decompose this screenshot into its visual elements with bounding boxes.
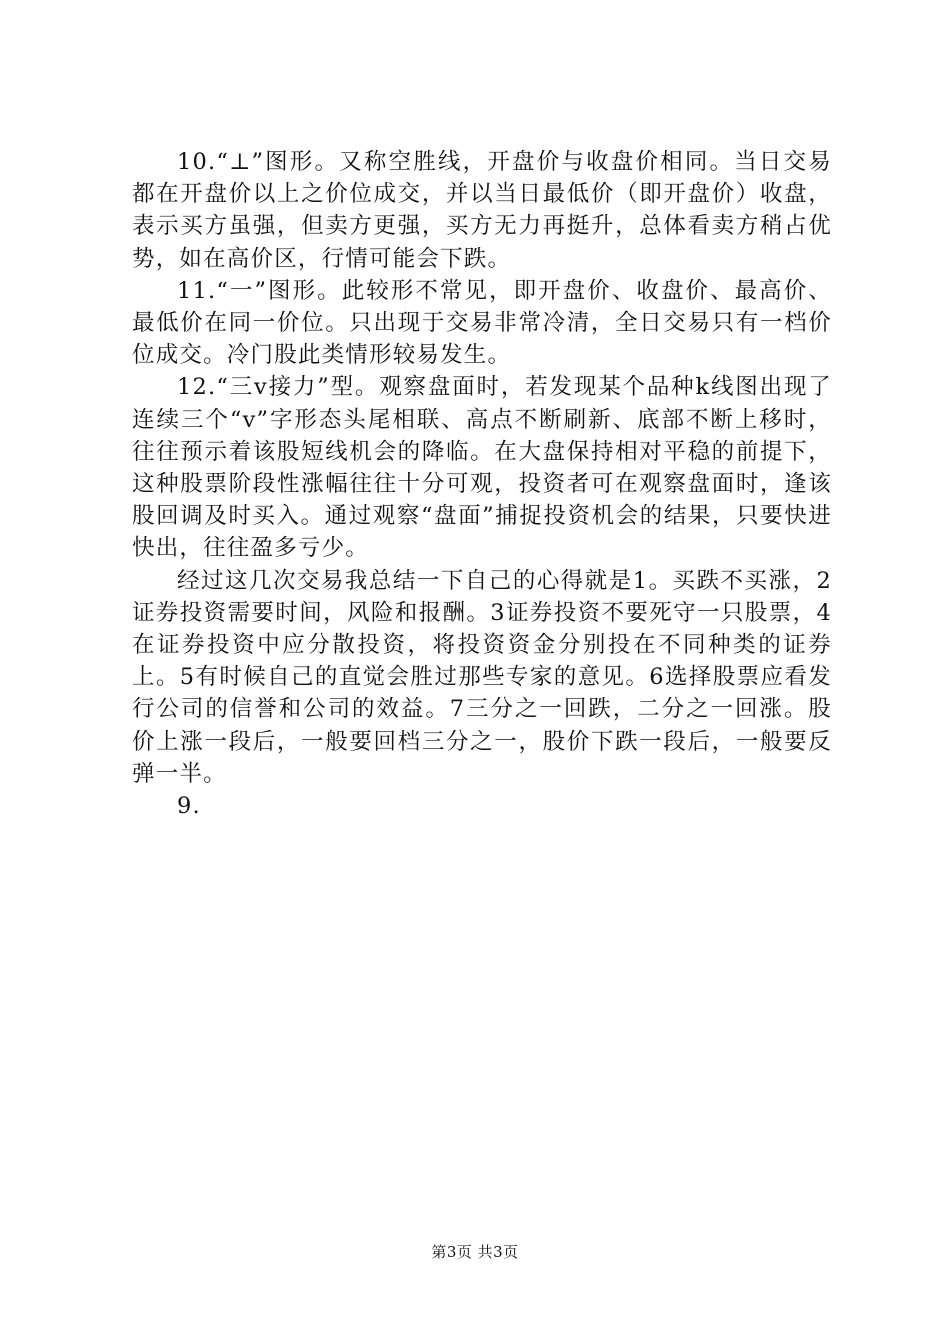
paragraph-item-10: 10.“⊥”图形。又称空胜线，开盘价与收盘价相同。当日交易都在开盘价以上之价位成交，并以当日最低价（即开盘价）收盘，表示买方虽强，但卖方更强，买方无力再挺升，总体看卖方稍占优势，如在高价区，行情可能会下跌。 [132,149,832,272]
page-footer: 第3页 共3页 [431,1243,519,1261]
paragraph-item-9: 9. [177,793,201,820]
paragraph-summary: 经过这几次交易我总结一下自己的心得就是1。买跌不买涨，2证券投资需要时间，风险和报酬。3证券投资不要死守一只股票，4在证券投资中应分散投资，将投资资金分别投在不同种类的证券上。5有时候自己的直觉会胜过那些专家的意见。6选择股票应看发行公司的信誉和公司的效益。7三分之一回跌，二分之一回涨。股价上涨一段后，一般要回档三分之一，股价下跌一段后，一般要反弹一半。 [132,567,832,787]
paragraph-item-11: 11.“一”图形。此较形不常见，即开盘价、收盘价、最高价、最低价在同一价位。只出现于交易非常冷清，全日交易只有一档价位成交。冷门股此类情形较易发生。 [132,277,832,369]
paragraph-item-12: 12.“三v接力”型。观察盘面时，若发现某个品种k线图出现了连续三个“v”字形态头尾相联、高点不断刷新、底部不断上移时，往往预示着该股短线机会的降临。在大盘保持相对平稳的前提下，这种股票阶段性涨幅往往十分可观，投资者可在观察盘面时，逢该股回调及时买入。通过观察“盘面”捕捉投资机会的结果，只要快进快出，往往盈多亏少。 [132,374,832,562]
document-body [132,146,832,822]
